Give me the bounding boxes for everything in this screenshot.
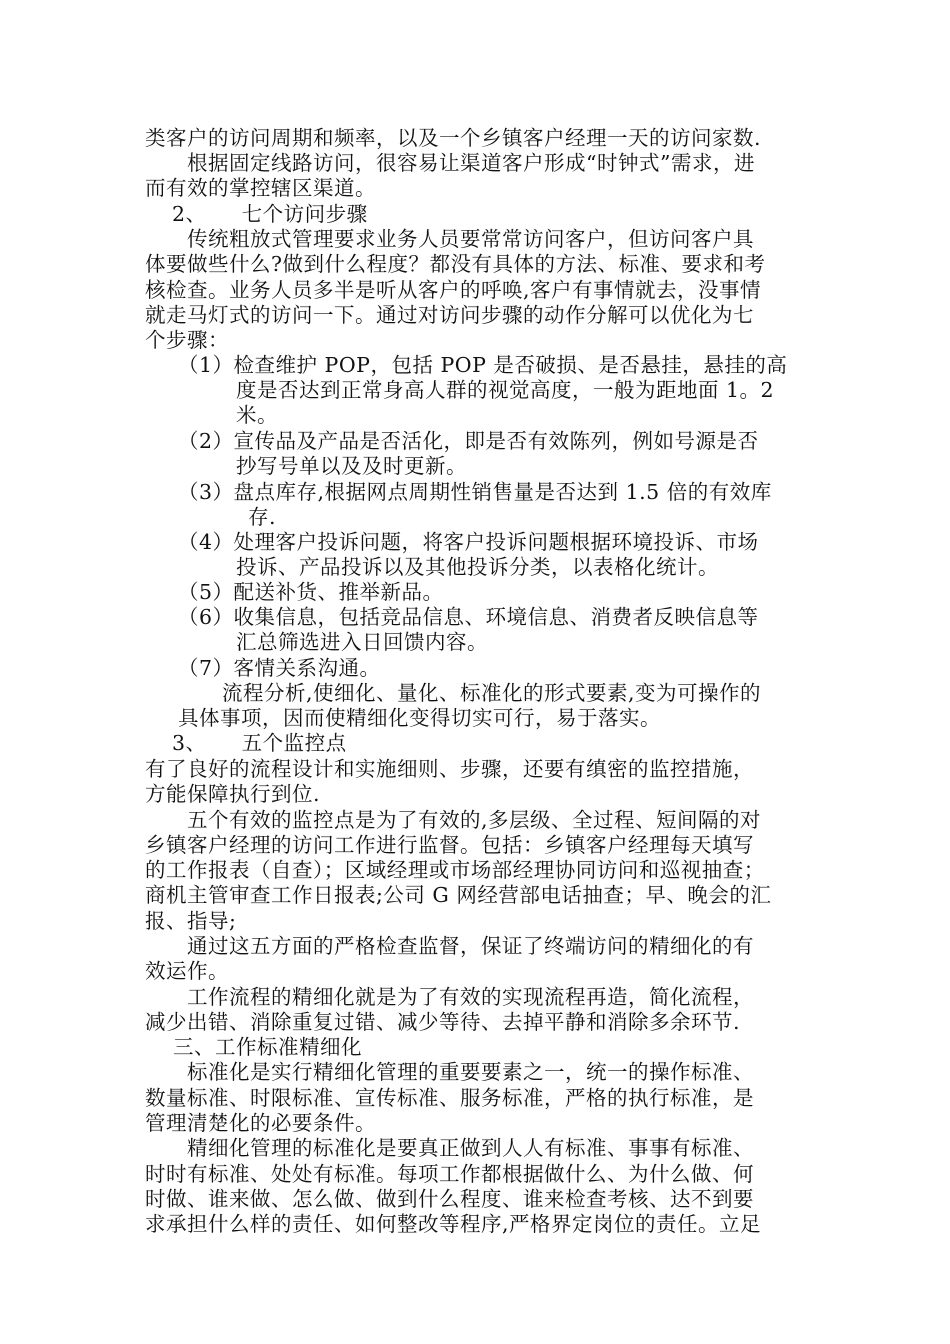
text-line: 减少出错、消除重复过错、减少等待、去掉平静和消除多余环节. bbox=[145, 1010, 741, 1034]
list-item: （7）客情关系沟通。 bbox=[178, 656, 381, 680]
list-item-continuation: 度是否达到正常身高人群的视觉高度，一般为距地面 1。2 bbox=[236, 378, 775, 402]
text-line: 的工作报表（自查）；区域经理或市场部经理协同访问和巡视抽查； bbox=[145, 858, 765, 882]
list-item: （1）检查维护 POP，包括 POP 是否破损、是否悬挂，悬挂的高 bbox=[178, 353, 788, 377]
text-line: 传统粗放式管理要求业务人员要常常访问客户，但访问客户具 bbox=[187, 227, 754, 251]
list-item: （6）收集信息，包括竞品信息、环境信息、消费者反映信息等 bbox=[178, 605, 759, 629]
section-heading: 三、工作标准精细化 bbox=[173, 1035, 362, 1059]
text-line: 类客户的访问周期和频率，以及一个乡镇客户经理一天的访问家数. bbox=[145, 126, 762, 150]
text-line: 根据固定线路访问，很容易让渠道客户形成“时钟式”需求，进 bbox=[187, 151, 755, 175]
text-line: 方能保障执行到位. bbox=[145, 782, 321, 806]
list-item: （2）宣传品及产品是否活化，即是否有效陈列，例如号源是否 bbox=[178, 429, 759, 453]
section-heading: 2、 七个访问步骤 bbox=[172, 202, 368, 226]
list-item-continuation: 抄写号单以及及时更新。 bbox=[236, 454, 467, 478]
list-item-continuation: 存. bbox=[248, 505, 277, 529]
text-line: 乡镇客户经理的访问工作进行监督。包括：乡镇客户经理每天填写 bbox=[145, 833, 754, 857]
list-item: （5）配送补货、推举新品。 bbox=[178, 580, 444, 604]
text-line: 而有效的掌控辖区渠道。 bbox=[145, 176, 376, 200]
text-line: 时做、谁来做、怎么做、做到什么程度、谁来检查考核、达不到要 bbox=[145, 1187, 754, 1211]
text-line: 体要做些什么?做到什么程度？都没有具体的方法、标准、要求和考 bbox=[145, 252, 766, 276]
text-line: 效运作。 bbox=[145, 959, 229, 983]
text-line: 工作流程的精细化就是为了有效的实现流程再造，简化流程， bbox=[187, 985, 754, 1009]
list-item: （4）处理客户投诉问题，将客户投诉问题根据环境投诉、市场 bbox=[178, 530, 759, 554]
list-item-continuation: 米。 bbox=[236, 403, 278, 427]
text-line: 数量标准、时限标准、宣传标准、服务标准，严格的执行标准，是 bbox=[145, 1086, 754, 1110]
text-line: 商机主管审查工作日报表;公司 G 网经营部电话抽查；早、晚会的汇 bbox=[145, 883, 772, 907]
text-line: 五个有效的监控点是为了有效的,多层级、全过程、短间隔的对 bbox=[187, 808, 762, 832]
list-item: （3）盘点库存,根据网点周期性销售量是否达到 1.5 倍的有效库 bbox=[178, 480, 772, 504]
text-line: 精细化管理的标准化是要真正做到人人有标准、事事有标准、 bbox=[187, 1136, 754, 1160]
list-item-continuation: 汇总筛选进入日回馈内容。 bbox=[236, 630, 488, 654]
text-line: 求承担什么样的责任、如何整改等程序,严格界定岗位的责任。立足 bbox=[145, 1212, 762, 1236]
text-line: 报、指导; bbox=[145, 909, 237, 933]
section-heading: 3、 五个监控点 bbox=[172, 731, 347, 755]
list-item-continuation: 投诉、产品投诉以及其他投诉分类，以表格化统计。 bbox=[236, 555, 719, 579]
text-line: 管理清楚化的必要条件。 bbox=[145, 1111, 376, 1135]
text-line: 就走马灯式的访问一下。通过对访问步骤的动作分解可以优化为七 bbox=[145, 303, 754, 327]
text-line: 时时有标准、处处有标准。每项工作都根据做什么、为什么做、何 bbox=[145, 1162, 754, 1186]
text-line: 流程分析,使细化、量化、标准化的形式要素,变为可操作的 bbox=[222, 681, 762, 705]
text-line: 个步骤： bbox=[145, 328, 229, 352]
text-line: 核检查。业务人员多半是听从客户的呼唤,客户有事情就去，没事情 bbox=[145, 278, 762, 302]
text-line: 通过这五方面的严格检查监督，保证了终端访问的精细化的有 bbox=[187, 934, 754, 958]
text-line: 有了良好的流程设计和实施细则、步骤，还要有缜密的监控措施， bbox=[145, 757, 754, 781]
text-line: 标准化是实行精细化管理的重要要素之一，统一的操作标准、 bbox=[187, 1060, 754, 1084]
text-line: 具体事项，因而使精细化变得切实可行，易于落实。 bbox=[178, 706, 661, 730]
